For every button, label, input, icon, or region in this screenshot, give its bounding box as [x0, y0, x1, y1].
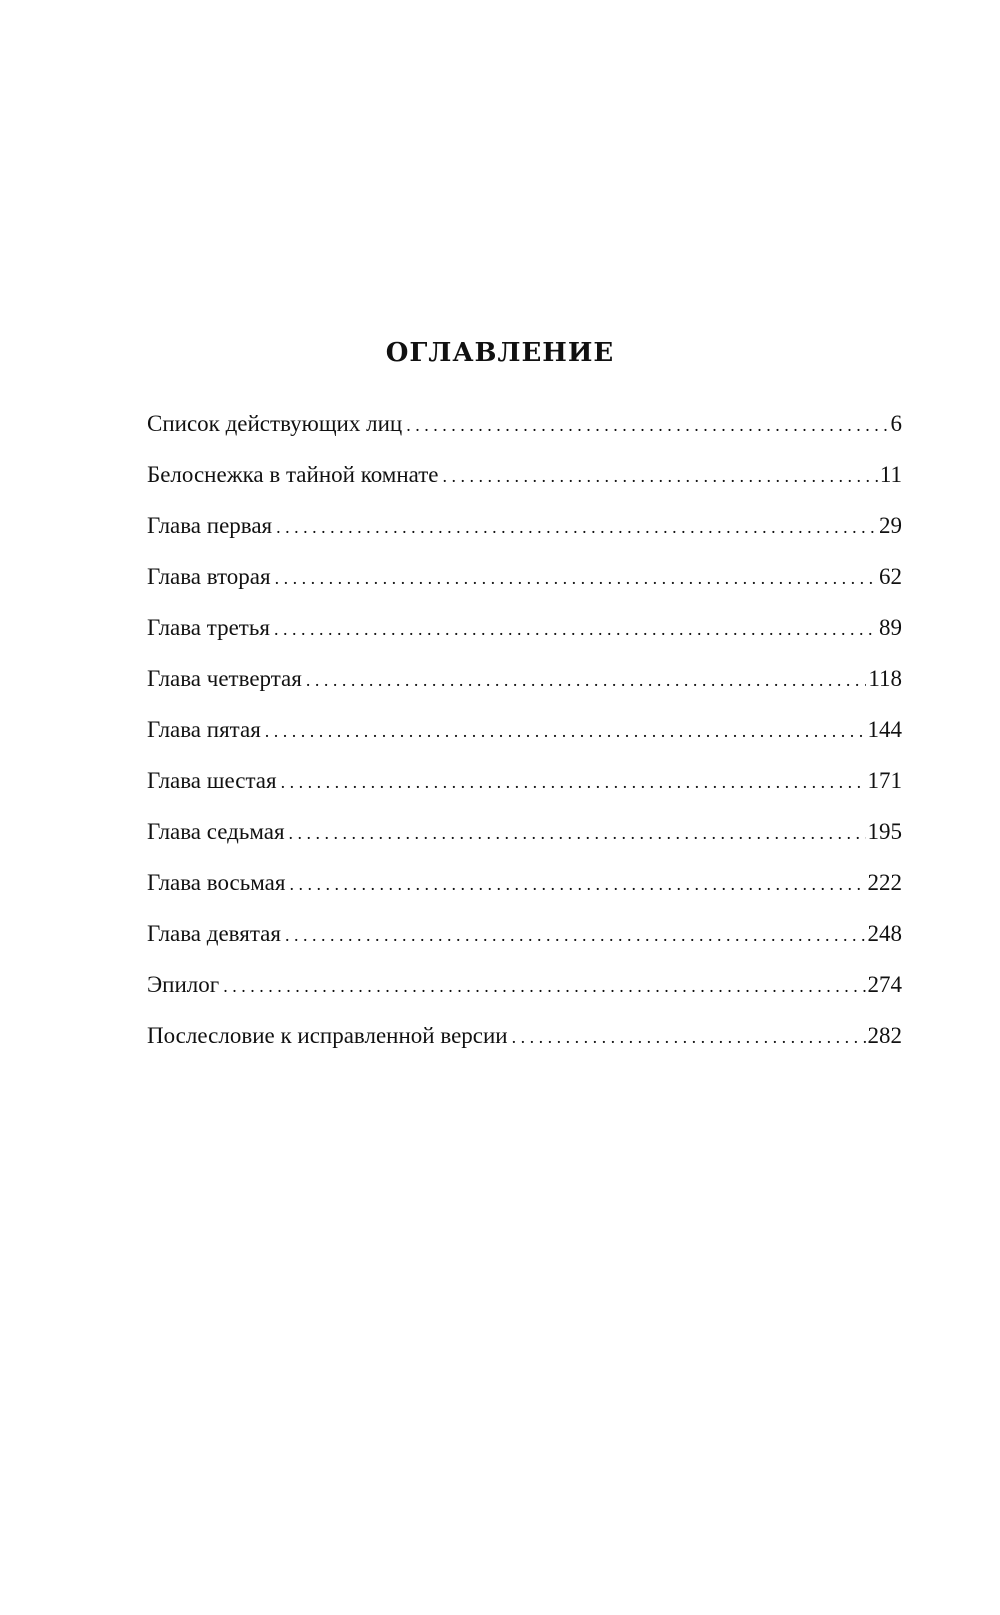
toc-dot-leader [443, 462, 878, 490]
toc-entry-title: Глава третья [147, 615, 270, 640]
toc-dot-leader [275, 564, 877, 592]
toc-entry-title: Глава шестая [147, 768, 277, 793]
toc-page-number: 195 [867, 819, 902, 844]
toc-entry-title: Глава восьмая [147, 870, 286, 895]
toc-dot-leader [276, 513, 877, 541]
toc-entry-title: Глава четвертая [147, 666, 302, 691]
toc-page-number: 222 [867, 870, 902, 895]
toc-page-number: 282 [867, 1023, 902, 1048]
toc-dot-leader [265, 717, 866, 745]
toc-page-number: 274 [867, 972, 902, 997]
toc-entry-title: Послесловие к исправленной версии [147, 1023, 508, 1048]
page-title: ОГЛАВЛЕНИЕ [385, 338, 615, 368]
toc-entry-title: Белоснежка в тайной комнате [147, 462, 439, 487]
toc-entry [147, 869, 902, 920]
toc-dot-leader [289, 870, 865, 898]
toc-page-number: 248 [867, 921, 902, 946]
toc-entry-title: Глава вторая [147, 564, 271, 589]
toc-page-number: 6 [890, 411, 902, 436]
toc-page-number: 11 [879, 462, 902, 487]
toc-entry [147, 461, 902, 512]
toc-entry [147, 818, 902, 869]
toc-entry-title: Глава первая [147, 513, 273, 538]
toc-dot-leader [223, 972, 865, 1000]
toc-page-number: 118 [868, 666, 902, 691]
toc-dot-leader [281, 768, 866, 796]
toc-entry [147, 563, 902, 614]
toc-dot-leader [274, 615, 877, 643]
toc-entry [147, 716, 902, 767]
toc-entry [147, 512, 902, 563]
toc-entry [147, 920, 902, 971]
toc-dot-leader [406, 411, 888, 439]
toc-page-number: 144 [867, 717, 902, 742]
toc-page-number: 29 [879, 513, 902, 538]
table-of-contents [147, 410, 902, 1073]
toc-entry-title: Глава седьмая [147, 819, 285, 844]
toc-entry-title: Список действующих лиц [147, 411, 403, 436]
toc-dot-leader [289, 819, 866, 847]
toc-entry [147, 614, 902, 665]
toc-page-number: 62 [879, 564, 902, 589]
toc-entry-title: Глава девятая [147, 921, 281, 946]
toc-entry [147, 767, 902, 818]
toc-entry-title: Глава пятая [147, 717, 261, 742]
toc-page-number: 89 [879, 615, 902, 640]
toc-dot-leader [306, 666, 866, 694]
toc-entry [147, 971, 902, 1022]
toc-entry [147, 410, 902, 461]
toc-entry [147, 1022, 902, 1073]
toc-page-number: 171 [867, 768, 902, 793]
toc-dot-leader [285, 921, 866, 949]
toc-dot-leader [512, 1023, 866, 1051]
toc-entry-title: Эпилог [147, 972, 220, 997]
toc-entry [147, 665, 902, 716]
